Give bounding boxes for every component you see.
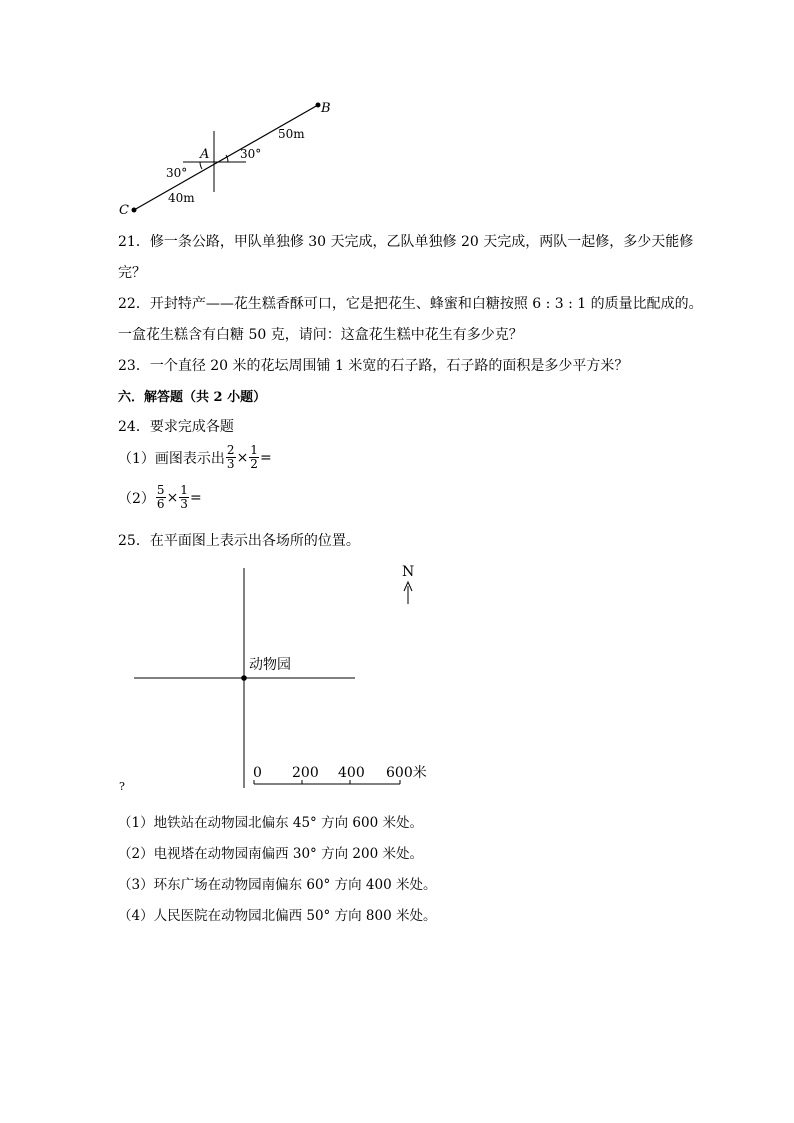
fraction-numerator: 1 <box>180 483 188 497</box>
scale-label-200: 200 <box>292 765 319 781</box>
angle-label-left: 30° <box>166 166 188 180</box>
fraction-denominator: 2 <box>250 457 258 471</box>
zoo-map <box>118 558 428 798</box>
question-24-part2 <box>118 484 202 511</box>
direction-diagram <box>110 95 350 220</box>
stray-mark: ? <box>119 780 125 793</box>
fraction-denominator: 6 <box>156 497 165 511</box>
question-25-title: 25．在平面图上表示出各场所的位置。 <box>118 533 360 549</box>
section-heading: 六．解答题（共 2 小题） <box>118 390 267 405</box>
scale-label-600: 600米 <box>386 765 427 781</box>
part1-prefix: （1）画图表示出 <box>118 450 225 467</box>
zoo-label: 动物园 <box>249 657 291 673</box>
times-sign: × <box>236 449 249 466</box>
question-21-line2: 完？ <box>118 265 146 281</box>
scale-label-0: 0 <box>253 765 262 781</box>
question-25-item-3: （3）环东广场在动物园南偏东 60° 方向 400 米处。 <box>118 877 437 893</box>
question-24-title: 24．要求完成各题 <box>118 419 234 435</box>
equals-sign: = <box>189 489 202 506</box>
label-c: C <box>119 203 129 218</box>
question-23: 23．一个直径 20 米的花坛周围铺 1 米宽的石子路，石子路的面积是多少平方米？ <box>118 358 629 374</box>
fraction-denominator: 3 <box>226 457 235 471</box>
question-22-line1: 22．开封特产——花生糕香酥可口，它是把花生、蜂蜜和白糖按照 6 : 3 : 1 的质量比配成的。 <box>118 296 703 312</box>
point-c <box>132 208 137 213</box>
point-b <box>316 103 321 108</box>
distance-ab: 50m <box>278 127 305 141</box>
fraction-numerator: 5 <box>156 483 165 497</box>
question-25-item-4: （4）人民医院在动物园北偏西 50° 方向 800 米处。 <box>118 908 437 924</box>
part2-prefix: （2） <box>118 490 155 507</box>
times-sign: × <box>166 489 179 506</box>
fraction-numerator: 1 <box>250 443 258 457</box>
fraction-1-2 <box>249 444 259 471</box>
fraction-5-6 <box>156 484 166 511</box>
question-21-line1: 21．修一条公路，甲队单独修 30 天完成，乙队单独修 20 天完成，两队一起修，多少天能修 <box>118 234 694 250</box>
line-cb <box>134 105 318 210</box>
fraction-2-3 <box>226 444 236 471</box>
distance-ac: 40m <box>168 191 195 205</box>
fraction-denominator: 3 <box>180 497 188 511</box>
equals-sign: = <box>259 449 272 466</box>
zoo-point <box>241 675 247 681</box>
scale-label-400: 400 <box>338 765 365 781</box>
north-label: N <box>402 564 415 580</box>
angle-arc-left <box>200 162 202 169</box>
question-25-item-1: （1）地铁站在动物园北偏东 45° 方向 600 米处。 <box>118 815 423 831</box>
question-24-part1 <box>118 444 272 471</box>
fraction-numerator: 2 <box>226 443 235 457</box>
angle-label-right: 30° <box>240 147 262 161</box>
label-a: A <box>200 147 210 162</box>
question-25-item-2: （2）电视塔在动物园南偏西 30° 方向 200 米处。 <box>118 846 423 862</box>
question-22-line2: 一盒花生糕含有白糖 50 克，请问：这盒花生糕中花生有多少克？ <box>118 327 523 343</box>
fraction-1-3 <box>179 484 189 511</box>
label-b: B <box>321 101 331 116</box>
